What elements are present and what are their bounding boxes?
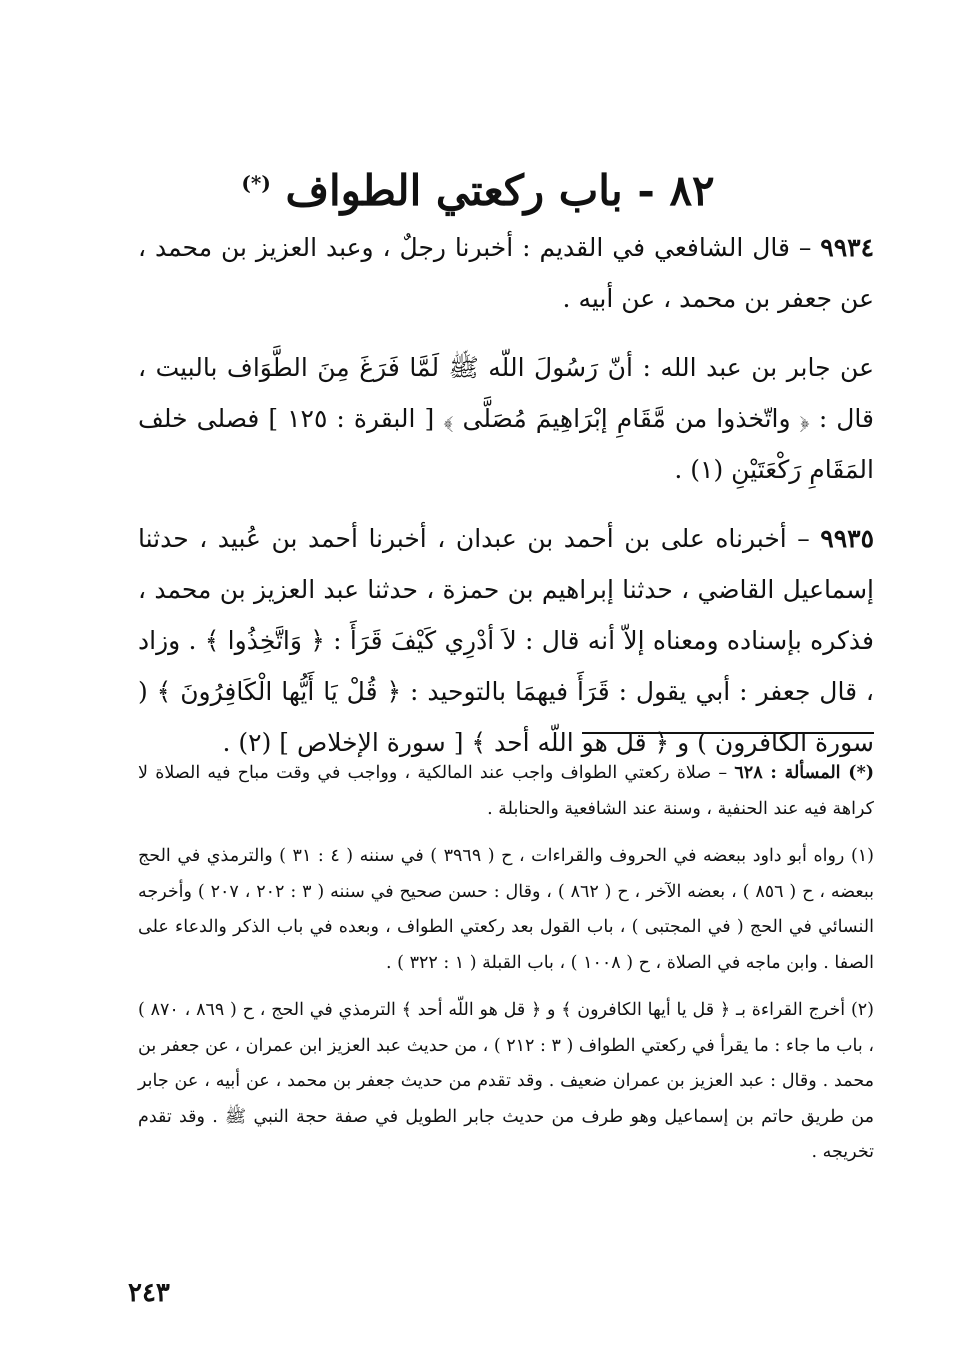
footnote-1 [138,839,874,981]
paragraph-9934 [138,222,874,324]
paragraph-9935 [138,513,874,768]
paragraph-number: ٩٩٣٥ [820,524,874,553]
paragraph-text: عن جابر بن عبد الله : أنّ رَسُولَ اللّه ﷺ لَمَّا فَرَغَ مِنَ الطَّوَاف بالبيت ، قال : ﴿ واتّخذوا من مَّقَامِ إبْرَاهِيمَ مُصَلَّى ﴾ [ البقرة : ١٢٥ ] فصلى خلف المَقَامِ رَكْعَتَيْنِ (١) . [138,353,874,484]
footnote-lead: (٢) [850,1000,874,1020]
title-footnote-marker: (*) [241,171,271,195]
paragraph-hadith [138,342,874,495]
footnote-divider [582,732,874,734]
footnote-star [138,756,874,827]
main-text [138,222,874,786]
footnote-text: رواه أبو داود ببعضه في الحروف والقراءات ، ح ( ٣٩٦٩ ) في سننه ( ٤ : ٣١ ) والترمذي في الحج ببعضه ، ح ( ٨٥٦ ) ، بعضه الآخر ، ح ( ٨٦٢ ) ، وقال : حسن صحيح في سننه ( ٣ : ٢٠٢ ، ٢٠٧ ) وأخرجه النسائي في الحج ( في المجتبى ) ، باب القول بعد ركعتي الطواف ، وبعده في باب الذكر والدعاء على الصفا . وابن ماجه في الصلاة ، ح ( ١٠٠٨ ) ، باب القبلة ( ١ : ٣٢٢ ) . [138,846,875,973]
footnote-2 [138,993,874,1171]
chapter-title [0,148,956,226]
paragraph-text: – أخبرناه على بن أحمد بن عبدان ، أخبرنا أحمد بن عُبيد ، حدثنا إسماعيل القاضي ، حدثنا إبراهيم بن حمزة ، حدثنا عبد العزيز بن محمد ، فذكره بإسناده ومعناه إلاّ أنه قال : لاَ أدْرِي كَيْفَ قَرَأَ : ﴿ وَاتَّخِذُوا ﴾ . وزاد ، قال جعفر : أبي يقول : قَرَأَ فيهمَا بالتوحيد : ﴿ قُلْ يَا أَيُّها الْكَافِرُونَ ﴾ ( سورة الكافرون ) و ﴿ قل هو اللّه أحد ﴾ [ سورة الإخلاص ] (٢) . [138,524,874,757]
footnote-text: – صلاة ركعتي الطواف واجب عند المالكية ، وواجب في وقت مباح فيه الصلاة لا كراهة فيه عند الحنفية ، وسنة عند الشافعية والحنابلة . [138,763,874,819]
page-number: ٢٤٣ [128,1278,170,1308]
paragraph-number: ٩٩٣٤ [820,233,875,262]
footnotes [138,756,874,1183]
footnote-lead: (*) المسألة : ٦٢٨ [734,763,875,783]
footnote-text: أخرج القراءة بـ ﴿ قل يا أيها الكافرون ﴾ و ﴿ قل هو اللّه أحد ﴾ الترمذي في الحج ، ح ( ٨٦٩ ، ٨٧٠ ) ، باب ما جاء : ما يقرأ في ركعتي الطواف ( ٣ : ٢١٢ ) ، من حديث عبد العزيز ابن عمران ، عن جعفر بن محمد . وقال : عبد العزيز بن عمران ضعيف . وقد تقدم من حديث جعفر بن محمد ، عن أبيه ، عن جابر من طريق حاتم بن إسماعيل وهو طرف من حديث جابر الطويل في صفة حجة النبي ﷺ . وقد تقدم تخريجه . [138,1000,874,1162]
chapter-title-text: ٨٢ - باب ركعتي الطواف [285,166,715,215]
paragraph-text: – قال الشافعي في القديم : أخبرنا رجلٌ ، وعبد العزيز بن محمد ، عن جعفر بن محمد ، عن أبيه . [138,233,874,313]
footnote-lead: (١) [850,846,874,866]
